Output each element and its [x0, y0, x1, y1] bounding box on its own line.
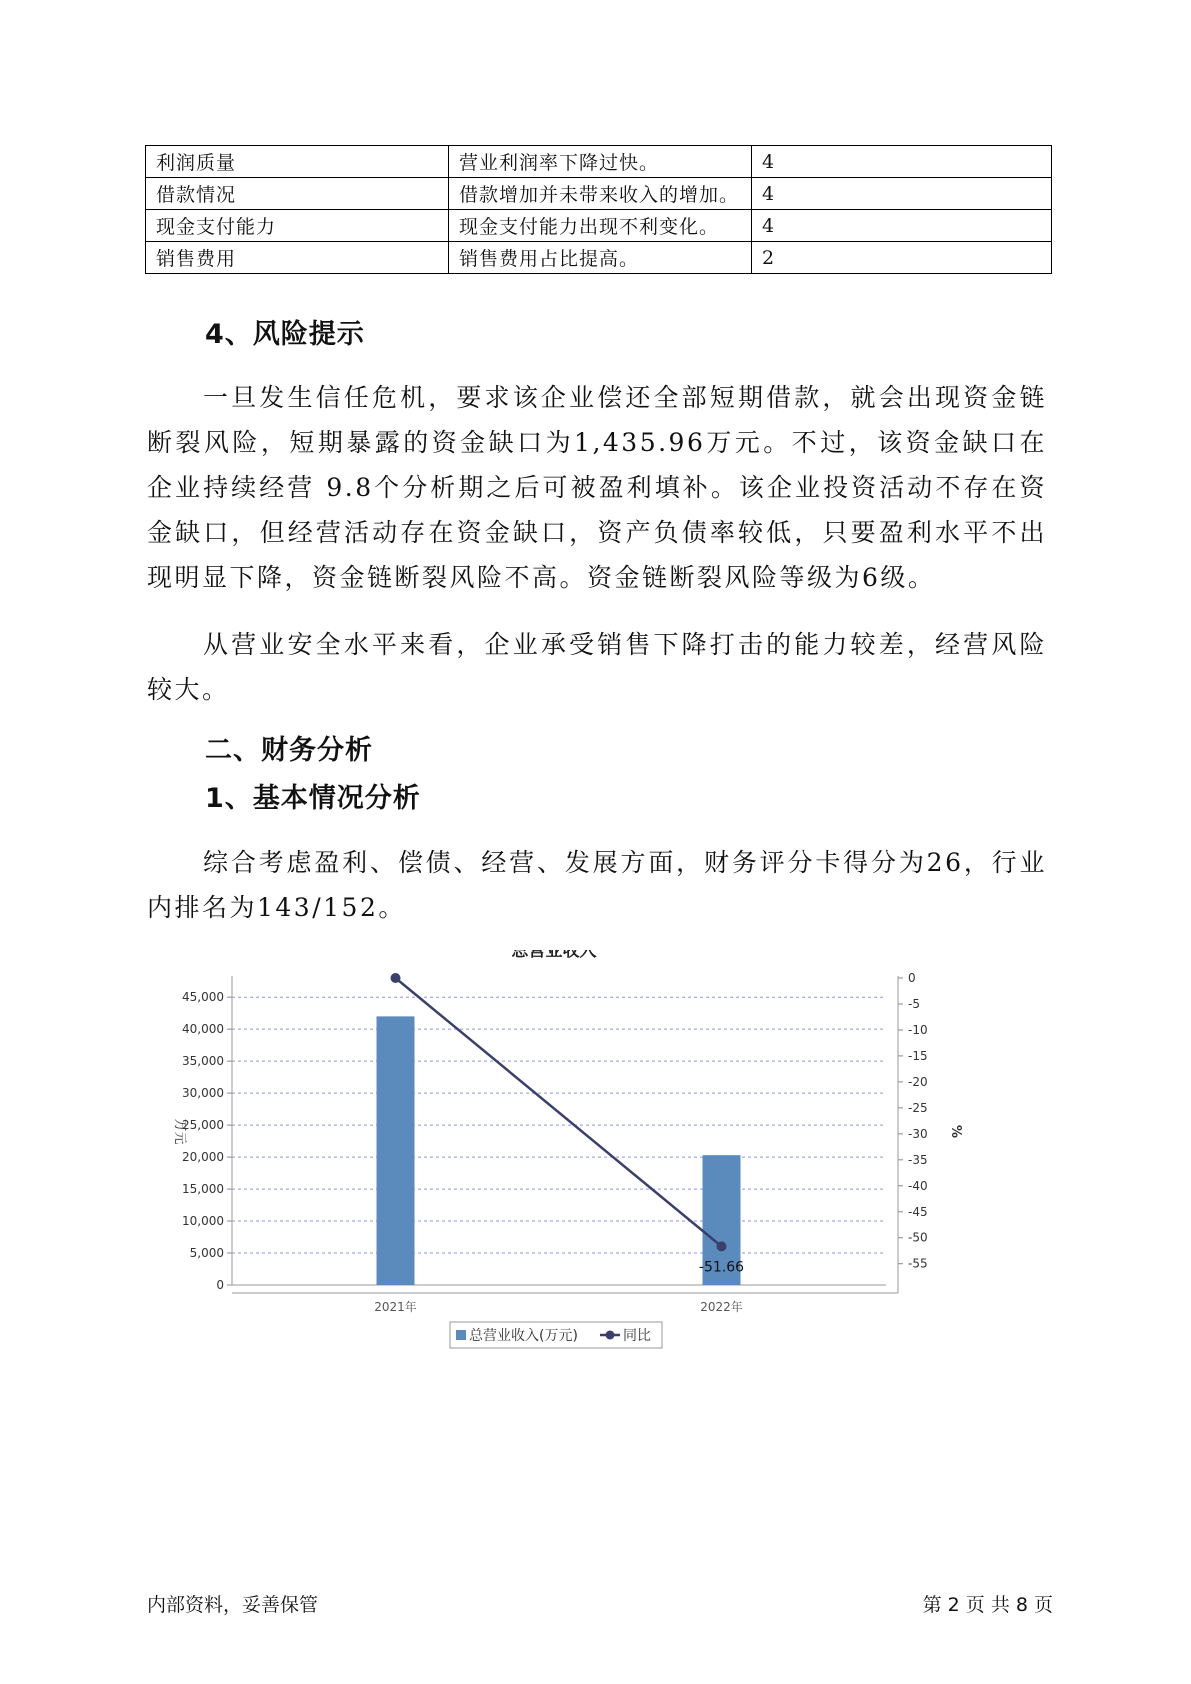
y2-tick-label: 0 [908, 971, 916, 985]
point-yoy-2021年 [391, 973, 401, 983]
revenue-chart [170, 950, 1030, 1420]
finance-paragraph: 综合考虑盈利、偿债、经营、发展方面，财务评分卡得分为26，行业内排名为143/152。 [147, 848, 1047, 922]
y2-tick-label: -30 [908, 1126, 928, 1141]
indicator-name-cell: 借款情况 [146, 178, 449, 210]
y2-tick-label: -40 [908, 1178, 928, 1193]
table-row [146, 178, 1052, 210]
table-row [146, 242, 1052, 274]
indicator-description-cell: 销售费用占比提高。 [449, 242, 752, 274]
y2-tick-label: -5 [908, 996, 920, 1011]
point-yoy-2022年 [717, 1241, 727, 1251]
x-tick-label: 2021年 [374, 1300, 417, 1314]
legend-bar-swatch [456, 1330, 466, 1340]
y-tick-label: 10,000 [182, 1214, 224, 1229]
basic-analysis-heading: 1、基本情况分析 [205, 783, 421, 814]
y-tick-label: 30,000 [182, 1086, 224, 1101]
y2-tick-label: -20 [908, 1074, 928, 1089]
y-axis-title: 万元 [172, 1118, 187, 1145]
table-row [146, 210, 1052, 242]
indicator-name-cell: 利润质量 [146, 146, 449, 178]
indicator-description-cell: 营业利润率下降过快。 [449, 146, 752, 178]
y-tick-label: 45,000 [182, 990, 224, 1005]
y2-tick-label: -10 [908, 1022, 928, 1037]
y-tick-label: 5,000 [189, 1246, 224, 1261]
legend-bar-label: 总营业收入(万元) [469, 1328, 578, 1344]
y2-tick-label: -45 [908, 1204, 928, 1219]
risk-paragraph-2: 从营业安全水平来看，企业承受销售下降打击的能力较差，经营风险较大。 [147, 630, 1047, 704]
revenue-chart-svg [170, 950, 1030, 1420]
indicator-score-cell: 4 [752, 178, 1052, 210]
y2-tick-label: -50 [908, 1230, 928, 1245]
indicator-score-cell: 4 [752, 210, 1052, 242]
y2-tick-label: -15 [908, 1048, 928, 1063]
y2-tick-label: -25 [908, 1100, 928, 1115]
legend-line-marker [606, 1331, 615, 1340]
footer-page-number: 第 2 页 共 8 页 [922, 1594, 1053, 1616]
indicator-name-cell: 现金支付能力 [146, 210, 449, 242]
chart-title: 总营业收入 [511, 950, 597, 961]
y2-tick-label: -35 [908, 1152, 928, 1167]
bar-revenue-2021年 [377, 1016, 415, 1285]
indicator-description-cell: 现金支付能力出现不利变化。 [449, 210, 752, 242]
y-tick-label: 15,000 [182, 1182, 224, 1197]
data-label-yoy: -51.66 [698, 1259, 745, 1276]
risk-paragraph-1: 一旦发生信任危机，要求该企业偿还全部短期借款，就会出现资金链断裂风险，短期暴露的资金缺口为1,435.96万元。不过，该资金缺口在企业持续经营 9.8个分析期之后可被盈利填补。该企业投资活动不存在资金缺口，但经营活动存在资金缺口，资产负债率较低，只要盈利水平不出现明显下降，资金链断裂风险不高。资金链断裂风险等级为6级。 [147, 383, 1047, 592]
y-tick-label: 0 [216, 1278, 224, 1292]
y2-tick-label: -55 [908, 1256, 928, 1271]
legend-line-label: 同比 [623, 1328, 651, 1344]
risk-indicator-table [145, 145, 1052, 274]
finance-heading: 二、财务分析 [205, 735, 373, 766]
y-tick-label: 25,000 [182, 1118, 224, 1133]
line-yoy [396, 978, 722, 1246]
y-tick-label: 40,000 [182, 1022, 224, 1037]
footer-confidential-note: 内部资料，妥善保管 [147, 1594, 319, 1616]
risk-heading: 4、风险提示 [205, 319, 365, 350]
indicator-description-cell: 借款增加并未带来收入的增加。 [449, 178, 752, 210]
y2-axis-title: % [948, 1124, 963, 1139]
indicator-name-cell: 销售费用 [146, 242, 449, 274]
indicator-score-cell: 4 [752, 146, 1052, 178]
indicator-score-cell: 2 [752, 242, 1052, 274]
table-row [146, 146, 1052, 178]
x-tick-label: 2022年 [700, 1300, 743, 1314]
y-tick-label: 35,000 [182, 1054, 224, 1069]
y-tick-label: 20,000 [182, 1150, 224, 1165]
